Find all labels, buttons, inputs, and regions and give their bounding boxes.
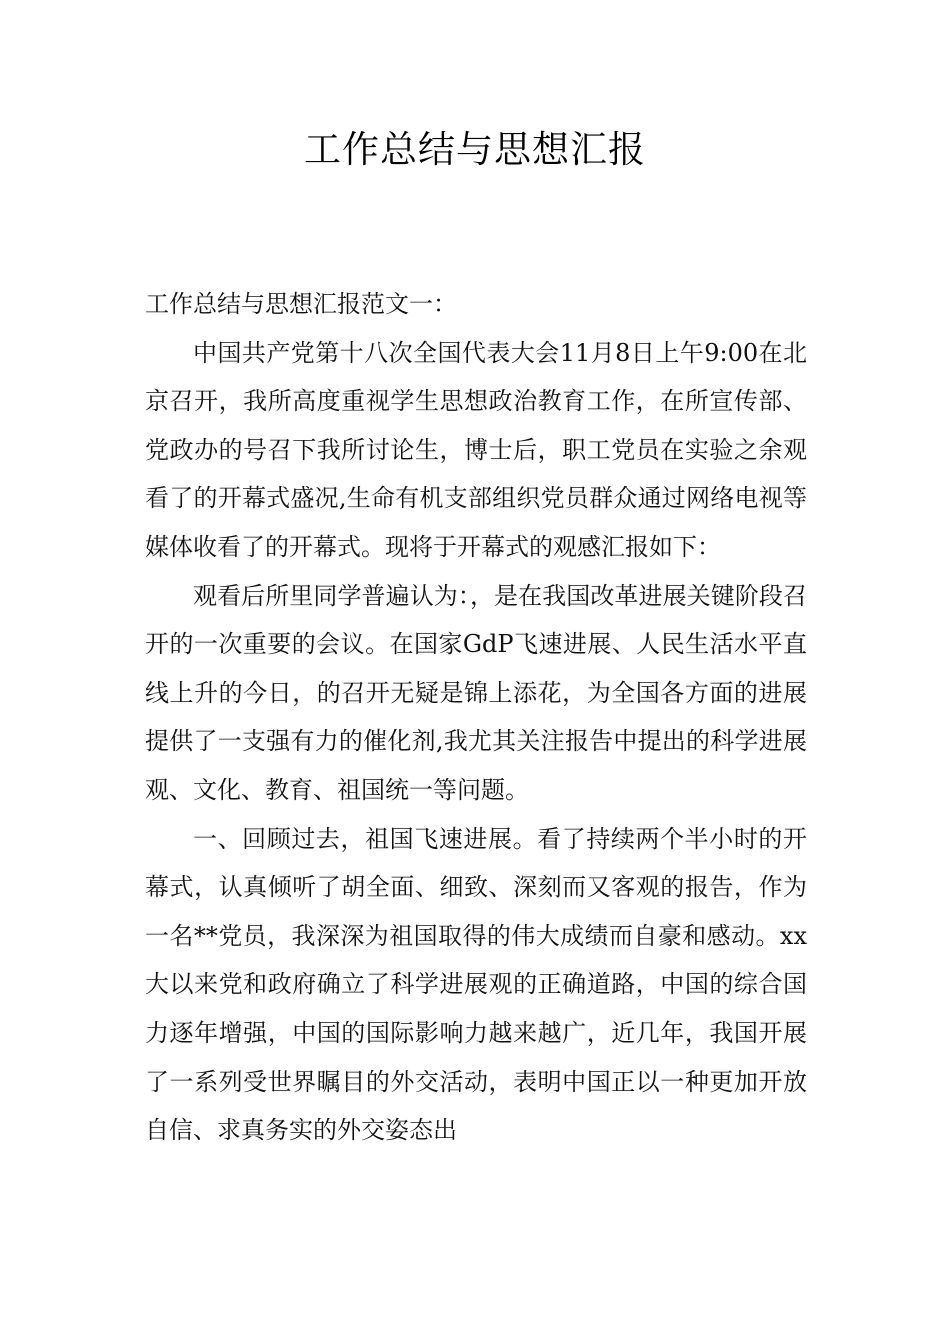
document-subheading: 工作总结与思想汇报范文一：	[145, 290, 457, 318]
paragraph-reaction: 观看后所里同学普遍认为：，是在我国改革进展关键阶段召开的一次重要的会议。在国家GdP飞速进展、人民生活水平直线上升的今日，的召开无疑是锦上添花，为全国各方面的进展提供了一支强有力的催化剂,我尤其关注报告中提出的科学进展观、文化、教育、祖国统一等问题。	[145, 581, 807, 804]
paragraph-review-past: 一、回顾过去，祖国飞速进展。看了持续两个半小时的开幕式，认真倾听了胡全面、细致、深刻而又客观的报告，作为一名**党员，我深深为祖国取得的伟大成绩而自豪和感动。xx大以来党和政府确立了科学进展观的正确道路，中国的综合国力逐年增强，中国的国际影响力越来越广，近几年，我国开展了一系列受世界瞩目的外交活动，表明中国正以一种更加开放自信、求真务实的外交姿态出	[145, 824, 807, 1145]
document-title: 工作总结与思想汇报	[304, 128, 646, 171]
document-body	[145, 280, 807, 1155]
paragraph-opening: 中国共产党第十八次全国代表大会11月8日上午9:00在北京召开，我所高度重视学生思想政治教育工作，在所宣传部、党政办的号召下我所讨论生，博士后，职工党员在实验之余观看了的开幕式盛况,生命有机支部组织党员群众通过网络电视等媒体收看了的开幕式。现将于开幕式的观感汇报如下：	[145, 338, 807, 561]
